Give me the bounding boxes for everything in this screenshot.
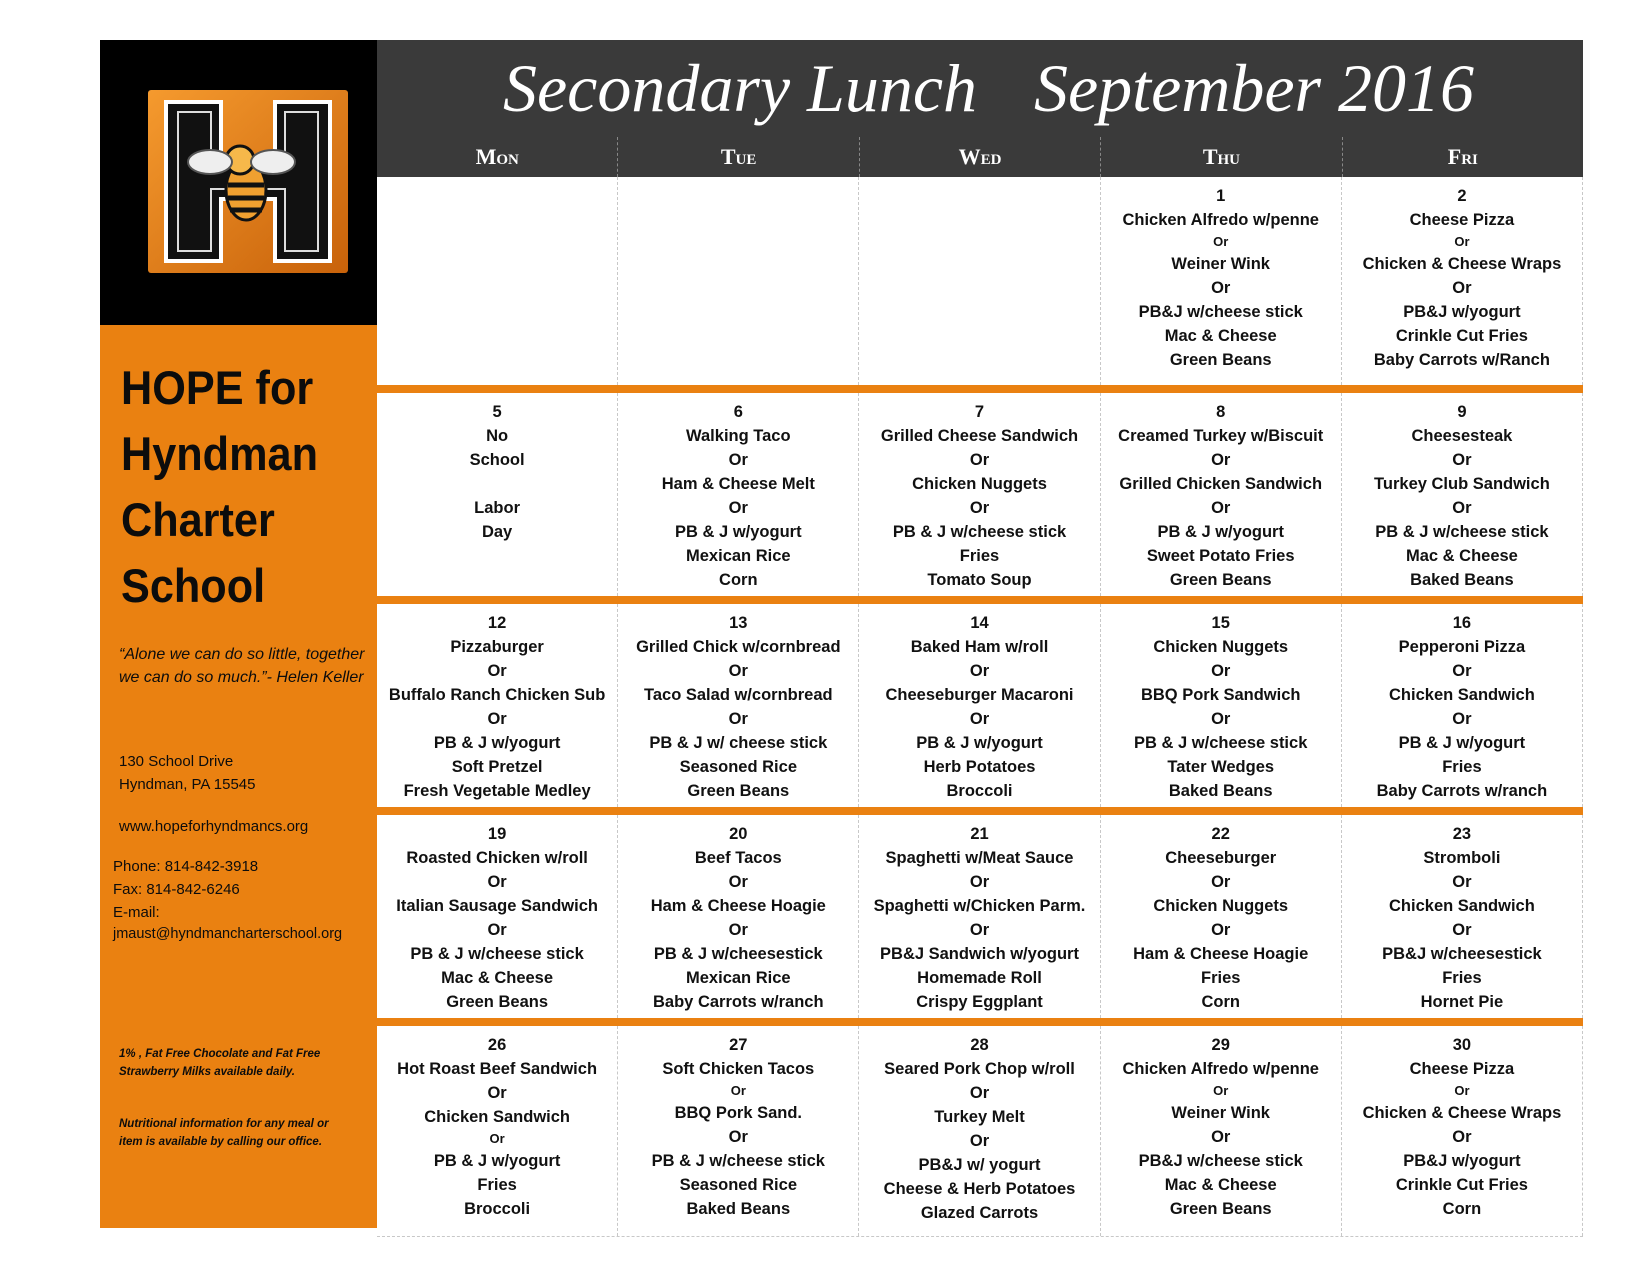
menu-item: PB&J w/yogurt <box>1403 303 1521 321</box>
day-number: 29 <box>1211 1036 1230 1054</box>
page-title: Secondary Lunch <box>503 50 978 126</box>
day-number: 6 <box>733 403 743 421</box>
school-name-line: HOPE for <box>121 361 314 414</box>
menu-item: Chicken Nuggets <box>1153 638 1289 656</box>
menu-item: PB & J w/cheese stick <box>892 523 1067 541</box>
day-number: 7 <box>974 403 985 421</box>
menu-item: Chicken Sandwich <box>1389 686 1535 704</box>
menu-or-separator: Or <box>1452 873 1472 891</box>
day-number: 20 <box>729 825 748 843</box>
menu-item: Labor <box>474 499 521 517</box>
header <box>377 40 1583 137</box>
menu-or-separator: Or <box>728 873 748 891</box>
menu-or-separator: Or <box>1211 451 1231 469</box>
day-number: 21 <box>970 825 989 843</box>
menu-item: PB & J w/ cheese stick <box>649 734 828 752</box>
calendar-week-row <box>377 596 1583 807</box>
menu-item: Crinkle Cut Fries <box>1395 327 1528 345</box>
menu-item: Sweet Potato Fries <box>1146 547 1295 565</box>
website-link[interactable]: www.hopeforhyndmancs.org <box>119 818 309 835</box>
menu-item: Fries <box>959 547 1000 565</box>
weekday-header <box>377 137 1583 177</box>
menu-item: Crinkle Cut Fries <box>1395 1176 1528 1194</box>
menu-item: Mac & Cheese <box>1164 1176 1277 1194</box>
calendar-day-cell <box>1100 815 1341 1018</box>
menu-item: PB&J w/cheese stick <box>1138 303 1303 321</box>
menu-or-separator: Or <box>1452 662 1472 680</box>
menu-item: Baked Beans <box>1168 782 1273 800</box>
menu-or-separator: Or <box>1211 710 1231 728</box>
menu-item: PB & J w/yogurt <box>433 734 561 752</box>
day-number: 26 <box>487 1036 507 1054</box>
day-number: 22 <box>1211 825 1230 843</box>
calendar-day-cell <box>1100 1026 1341 1236</box>
email-label: E-mail: <box>113 904 160 921</box>
menu-or-separator: Or <box>489 1131 505 1146</box>
menu-item: Ham & Cheese Melt <box>661 475 815 493</box>
calendar-day-cell <box>858 1026 1099 1236</box>
menu-item: Seasoned Rice <box>679 758 797 776</box>
menu-or-separator: Or <box>487 873 507 891</box>
menu-or-separator: Or <box>487 710 507 728</box>
menu-item: Homemade Roll <box>917 969 1042 987</box>
calendar-week-row <box>377 807 1583 1018</box>
menu-item: Baby Carrots w/ranch <box>653 993 824 1011</box>
menu-item: Green Beans <box>1169 1200 1272 1218</box>
menu-or-separator: Or <box>1452 499 1472 517</box>
menu-item: Baby Carrots w/Ranch <box>1373 351 1550 369</box>
day-number: 9 <box>1457 403 1467 421</box>
calendar-week-row <box>377 177 1583 385</box>
menu-item: Tomato Soup <box>927 571 1032 589</box>
menu-item: PB&J w/ yogurt <box>918 1156 1041 1174</box>
calendar-week-row <box>377 385 1583 596</box>
menu-item: Taco Salad w/cornbread <box>644 686 833 704</box>
quote: “Alone we can do so little, together we can do so much.”- Helen Keller <box>119 646 365 686</box>
menu-item: BBQ Pork Sandwich <box>1140 686 1301 704</box>
menu-item: Cheesesteak <box>1411 427 1513 445</box>
menu-item: Glazed Carrots <box>920 1204 1039 1222</box>
menu-item: Mac & Cheese <box>1164 327 1277 345</box>
menu-item: Ham & Cheese Hoagie <box>1133 945 1309 963</box>
menu-item: Cheese & Herb Potatoes <box>883 1180 1076 1198</box>
menu-item: Ham & Cheese Hoagie <box>650 897 826 915</box>
menu-or-separator: Or <box>1452 451 1472 469</box>
menu-item: Turkey Melt <box>934 1108 1025 1126</box>
school-name-line: Hyndman <box>121 427 319 480</box>
school-name <box>121 355 351 619</box>
day-number: 15 <box>1211 614 1230 632</box>
menu-item: BBQ Pork Sand. <box>674 1104 803 1122</box>
day-header: Mon <box>475 144 519 169</box>
menu-item: Corn <box>1201 993 1240 1011</box>
calendar-day-cell <box>1341 604 1583 807</box>
calendar-week-row <box>377 1018 1583 1237</box>
menu-or-separator: Or <box>1213 234 1229 249</box>
menu-or-separator: Or <box>728 1128 748 1146</box>
menu-item: PB & J w/cheesestick <box>653 945 823 963</box>
menu-item: Stromboli <box>1423 849 1501 867</box>
menu-item: Cheese Pizza <box>1409 211 1515 229</box>
menu-item: Cheeseburger <box>1165 849 1277 867</box>
calendar-day-cell <box>858 604 1099 807</box>
milk-note: 1% , Fat Free Chocolate and Fat Free Strawberry Milks available daily. <box>119 1048 321 1078</box>
menu-item: PB&J w/cheese stick <box>1138 1152 1303 1170</box>
nutrition-note: Nutritional information for any meal or item is available by calling our office. <box>119 1118 329 1148</box>
menu-item: Baked Ham w/roll <box>910 638 1049 656</box>
menu-item: PB & J w/yogurt <box>1398 734 1526 752</box>
menu-or-separator: Or <box>487 1084 507 1102</box>
menu-item: Broccoli <box>946 782 1013 800</box>
calendar-day-cell <box>377 604 617 807</box>
menu-item: Fries <box>477 1176 517 1194</box>
calendar-day-cell <box>377 177 617 385</box>
calendar-day-cell <box>1341 393 1583 596</box>
calendar-day-cell <box>858 393 1099 596</box>
calendar-day-cell <box>377 1026 617 1236</box>
menu-item: Crispy Eggplant <box>916 993 1043 1011</box>
menu-item: Baby Carrots w/ranch <box>1376 782 1548 800</box>
menu-item: PB & J w/cheese stick <box>410 945 584 963</box>
menu-item: Buffalo Ranch Chicken Sub <box>388 686 606 704</box>
menu-item: Pizzaburger <box>450 638 544 656</box>
menu-or-separator: Or <box>728 662 748 680</box>
day-header: Thu <box>1100 137 1341 177</box>
calendar-day-cell <box>1100 177 1341 385</box>
calendar-day-cell <box>617 177 858 385</box>
menu-item: Fries <box>1442 969 1482 987</box>
menu-item: Corn <box>719 571 758 589</box>
school-name-line: School <box>121 559 266 612</box>
menu-item: Baked Beans <box>1410 571 1514 589</box>
menu-or-separator: Or <box>1452 279 1472 297</box>
menu-or-separator: Or <box>1452 710 1472 728</box>
menu-or-separator: Or <box>1211 1128 1231 1146</box>
menu-item: Mexican Rice <box>686 969 791 987</box>
menu-item: Chicken & Cheese Wraps <box>1362 255 1562 273</box>
menu-item: Spaghetti w/Meat Sauce <box>885 849 1074 867</box>
day-number: 2 <box>1457 187 1467 205</box>
calendar-day-cell <box>617 815 858 1018</box>
day-number: 28 <box>970 1036 989 1054</box>
calendar-day-cell <box>1341 177 1583 385</box>
menu-item: PB&J Sandwich w/yogurt <box>880 945 1079 963</box>
menu-item: Mac & Cheese <box>441 969 554 987</box>
day-number: 13 <box>729 614 748 632</box>
calendar-day-cell <box>858 815 1099 1018</box>
calendar-grid <box>377 177 1583 1237</box>
menu-item: Mac & Cheese <box>1405 547 1518 565</box>
menu-item: Walking Taco <box>686 427 791 445</box>
menu-or-separator: Or <box>1452 921 1472 939</box>
menu-item: Tater Wedges <box>1167 758 1275 776</box>
day-header: Wed <box>859 137 1100 177</box>
menu-item: PB & J w/cheese stick <box>1134 734 1308 752</box>
day-header: Tue <box>617 137 858 177</box>
menu-item: Chicken Alfredo w/penne <box>1122 211 1319 229</box>
menu-item: PB & J w/cheese stick <box>1375 523 1549 541</box>
menu-item: Chicken Sandwich <box>1389 897 1535 915</box>
menu-item: PB & J w/yogurt <box>1157 523 1284 541</box>
menu-item: Grilled Chicken Sandwich <box>1119 475 1323 493</box>
menu-item: Chicken Nuggets <box>1153 897 1289 915</box>
menu-or-separator: Or <box>1454 1083 1470 1098</box>
day-number: 14 <box>970 614 989 632</box>
calendar-day-cell <box>617 393 858 596</box>
menu-item: Hot Roast Beef Sandwich <box>397 1060 598 1078</box>
day-number: 23 <box>1452 825 1472 843</box>
school-name-line: Charter <box>121 493 275 546</box>
day-number: 5 <box>492 403 502 421</box>
sidebar <box>100 325 377 1228</box>
menu-or-separator: Or <box>969 499 990 517</box>
menu-or-separator: Or <box>1211 499 1231 517</box>
menu-item: Fresh Vegetable Medley <box>403 782 591 800</box>
menu-item: Chicken Sandwich <box>424 1108 570 1126</box>
menu-item: Seasoned Rice <box>679 1176 797 1194</box>
address-line-1: 130 School Drive <box>119 753 234 770</box>
calendar-day-cell <box>1341 815 1583 1018</box>
menu-item: Green Beans <box>687 782 790 800</box>
menu-or-separator: Or <box>1213 1083 1229 1098</box>
logo-box <box>100 40 377 325</box>
menu-item <box>377 472 617 496</box>
menu-or-separator: Or <box>728 499 748 517</box>
menu-or-separator: Or <box>728 921 748 939</box>
menu-item: Pepperoni Pizza <box>1398 638 1526 656</box>
menu-item: Grilled Cheese Sandwich <box>880 427 1079 445</box>
menu-item: School <box>469 451 525 469</box>
menu-item: No <box>486 427 509 445</box>
menu-item: Weiner Wink <box>1171 255 1270 273</box>
menu-item: Roasted Chicken w/roll <box>406 849 588 867</box>
menu-or-separator: Or <box>728 451 748 469</box>
menu-item: Weiner Wink <box>1171 1104 1270 1122</box>
menu-item: Broccoli <box>464 1200 531 1218</box>
menu-item: Cheese Pizza <box>1409 1060 1515 1078</box>
email-link[interactable]: jmaust@hyndmancharterschool.org <box>113 926 343 942</box>
day-number: 1 <box>1216 187 1226 205</box>
calendar-day-cell <box>617 1026 858 1236</box>
menu-or-separator: Or <box>487 921 507 939</box>
menu-or-separator: Or <box>969 921 990 939</box>
menu-or-separator: Or <box>969 451 990 469</box>
menu-item: PB&J w/yogurt <box>1403 1152 1521 1170</box>
calendar-day-cell <box>377 815 617 1018</box>
menu-or-separator: Or <box>969 1084 990 1102</box>
menu-item: Cheeseburger Macaroni <box>885 686 1074 704</box>
menu-item: Grilled Chick w/cornbread <box>636 638 841 656</box>
menu-item: Chicken & Cheese Wraps <box>1362 1104 1562 1122</box>
calendar-day-cell <box>377 393 617 596</box>
menu-item: Seared Pork Chop w/roll <box>884 1060 1075 1078</box>
calendar-day-cell <box>858 177 1099 385</box>
day-number: 12 <box>487 614 507 632</box>
day-number: 16 <box>1452 614 1472 632</box>
address-line-2: Hyndman, PA 15545 <box>119 776 256 793</box>
hornet-logo-icon <box>148 90 348 273</box>
menu-item: PB & J w/yogurt <box>675 523 802 541</box>
menu-or-separator: Or <box>1211 921 1231 939</box>
menu-item: Herb Potatoes <box>923 758 1036 776</box>
menu-item: PB & J w/yogurt <box>433 1152 561 1170</box>
menu-item: Fries <box>1442 758 1482 776</box>
menu-item: Fries <box>1200 969 1241 987</box>
menu-or-separator: Or <box>728 710 748 728</box>
menu-item: Turkey Club Sandwich <box>1374 475 1550 493</box>
day-number: 30 <box>1452 1036 1472 1054</box>
menu-or-separator: Or <box>1211 662 1231 680</box>
calendar-day-cell <box>1341 1026 1583 1236</box>
month-title: September 2016 <box>1034 50 1475 126</box>
menu-or-separator: Or <box>969 662 990 680</box>
menu-item: Mexican Rice <box>686 547 791 565</box>
menu-or-separator: Or <box>969 873 990 891</box>
menu-or-separator: Or <box>1211 873 1231 891</box>
calendar-day-cell <box>1100 604 1341 807</box>
menu-item: Chicken Nuggets <box>912 475 1047 493</box>
menu-item: Italian Sausage Sandwich <box>396 897 598 915</box>
menu-or-separator: Or <box>969 710 990 728</box>
menu-or-separator: Or <box>730 1083 746 1098</box>
day-number: 8 <box>1216 403 1226 421</box>
menu-item: Soft Pretzel <box>451 758 543 776</box>
day-number: 27 <box>729 1036 748 1054</box>
menu-or-separator: Or <box>487 662 507 680</box>
day-header: Fri <box>1342 137 1583 177</box>
menu-item: PB & J w/cheese stick <box>651 1152 825 1170</box>
menu-item: Baked Beans <box>686 1200 791 1218</box>
menu-item: Green Beans <box>446 993 548 1011</box>
menu-item: PB&J w/cheesestick <box>1382 945 1542 963</box>
day-number: 19 <box>487 825 507 843</box>
menu-item: Hornet Pie <box>1420 993 1504 1011</box>
menu-item: Chicken Alfredo w/penne <box>1122 1060 1319 1078</box>
menu-item: PB & J w/yogurt <box>916 734 1043 752</box>
menu-item: Green Beans <box>1169 351 1272 369</box>
menu-or-separator: Or <box>969 1132 990 1150</box>
menu-or-separator: Or <box>1454 234 1470 249</box>
phone: Phone: 814-842-3918 <box>113 858 259 875</box>
fax: Fax: 814-842-6246 <box>113 881 240 898</box>
calendar-day-cell <box>617 604 858 807</box>
menu-item: Spaghetti w/Chicken Parm. <box>873 897 1086 915</box>
menu-item: Beef Tacos <box>694 849 782 867</box>
menu-item: Day <box>481 523 513 541</box>
menu-item: Corn <box>1442 1200 1482 1218</box>
menu-or-separator: Or <box>1211 279 1231 297</box>
menu-item: Creamed Turkey w/Biscuit <box>1118 427 1324 445</box>
calendar-day-cell <box>1100 393 1341 596</box>
menu-item: Soft Chicken Tacos <box>662 1060 815 1078</box>
menu-or-separator: Or <box>1452 1128 1472 1146</box>
menu-item: Green Beans <box>1169 571 1272 589</box>
